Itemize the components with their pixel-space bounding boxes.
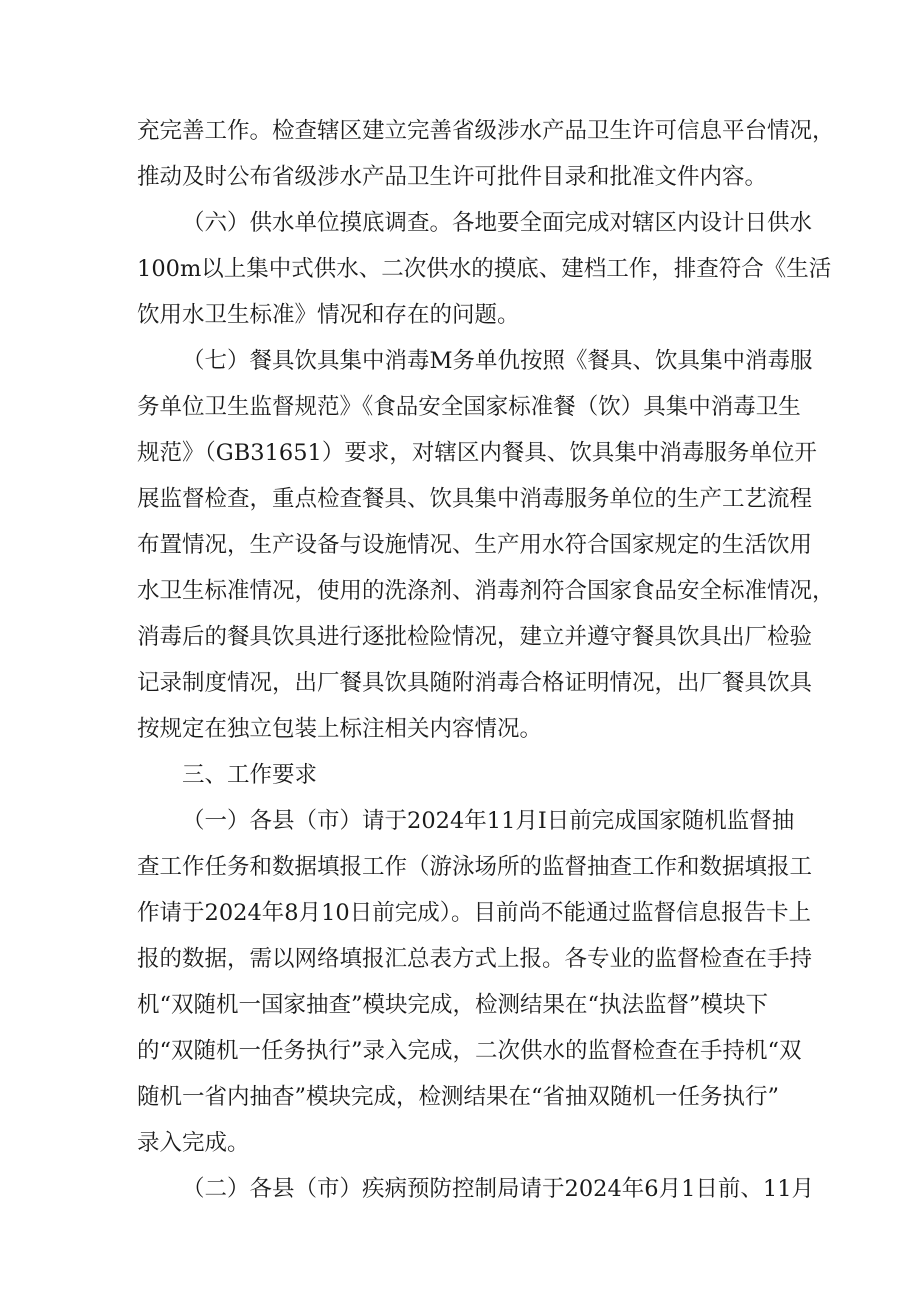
- text-line: （七）餐具饮具集中消毒M务单仇按照《餐具、饮具集中消毒服: [182, 348, 813, 374]
- text-line: 推动及时公布省级涉水产品卫生许可批件目录和批准文件内容。: [137, 164, 768, 190]
- text-line: 的“双随机一任务执行”录入完成，二次供水的监督检查在手持机“双: [137, 1038, 802, 1064]
- text-line: 展监督检查，重点检查餐具、饮具集中消毒服务单位的生产工艺流程: [137, 486, 813, 512]
- text-line: 水卫生标准情况，使用的洗涤剂、消毒剂符合国家食品安全标准情况，: [137, 578, 835, 604]
- text-line: （六）供水单位摸底调查。各地要全面完成对辖区内设计日供水: [182, 210, 813, 236]
- text-line: 布置情况，生产设备与设施情况、生产用水符合国家规定的生活饮用: [137, 532, 813, 558]
- text-line: 消毒后的餐具饮具进行逐批检险情况，建立并遵守餐具饮具出厂检验: [137, 624, 813, 650]
- text-line: （二）各县（市）疾病预防控制局请于2024年6月1日前、11月: [182, 1176, 815, 1202]
- text-line: 随机一省内抽杳”模块完成，检测结果在“省抽双随机一任务执行”: [137, 1084, 780, 1110]
- text-line: 机“双随机一国家抽查”模块完成，检测结果在“执法监督”模块下: [137, 992, 769, 1018]
- text-line: 规范》（GB31651）要求，对辖区内餐具、饮具集中消毒服务单位开: [137, 440, 817, 466]
- section-heading: 三、工作要求: [182, 762, 318, 788]
- text-line: 按规定在独立包装上标注相关内容情况。: [137, 716, 543, 742]
- text-line: 务单位卫生监督规范》《食品安全国家标准餐（饮）具集中消毒卫生: [137, 394, 801, 420]
- text-line: 查工作任务和数据填报工作（游泳场所的监督抽查工作和数据填报工: [137, 854, 813, 880]
- text-line: 饮用水卫生标准》情况和存在的问题。: [137, 302, 520, 328]
- text-line: 录入完成。: [137, 1130, 250, 1156]
- text-line: 报的数据，需以网络填报汇总表方式上报。各专业的监督检查在手持: [137, 946, 813, 972]
- text-line: 记录制度情况，出厂餐具饮具随附消毒合格证明情况，出厂餐具饮具: [137, 670, 813, 696]
- text-line: 作请于2024年8月10日前完成）。目前尚不能通过监督信息报告卡上: [137, 900, 811, 926]
- text-line: 100m以上集中式供水、二次供水的摸底、建档工作，排查符合《生活: [137, 256, 832, 282]
- text-line: 充完善工作。检查辖区建立完善省级涉水产品卫生许可信息平台情况，: [137, 118, 835, 144]
- text-line: （一）各县（市）请于2024年11月I日前完成国家随机监督抽: [182, 808, 795, 834]
